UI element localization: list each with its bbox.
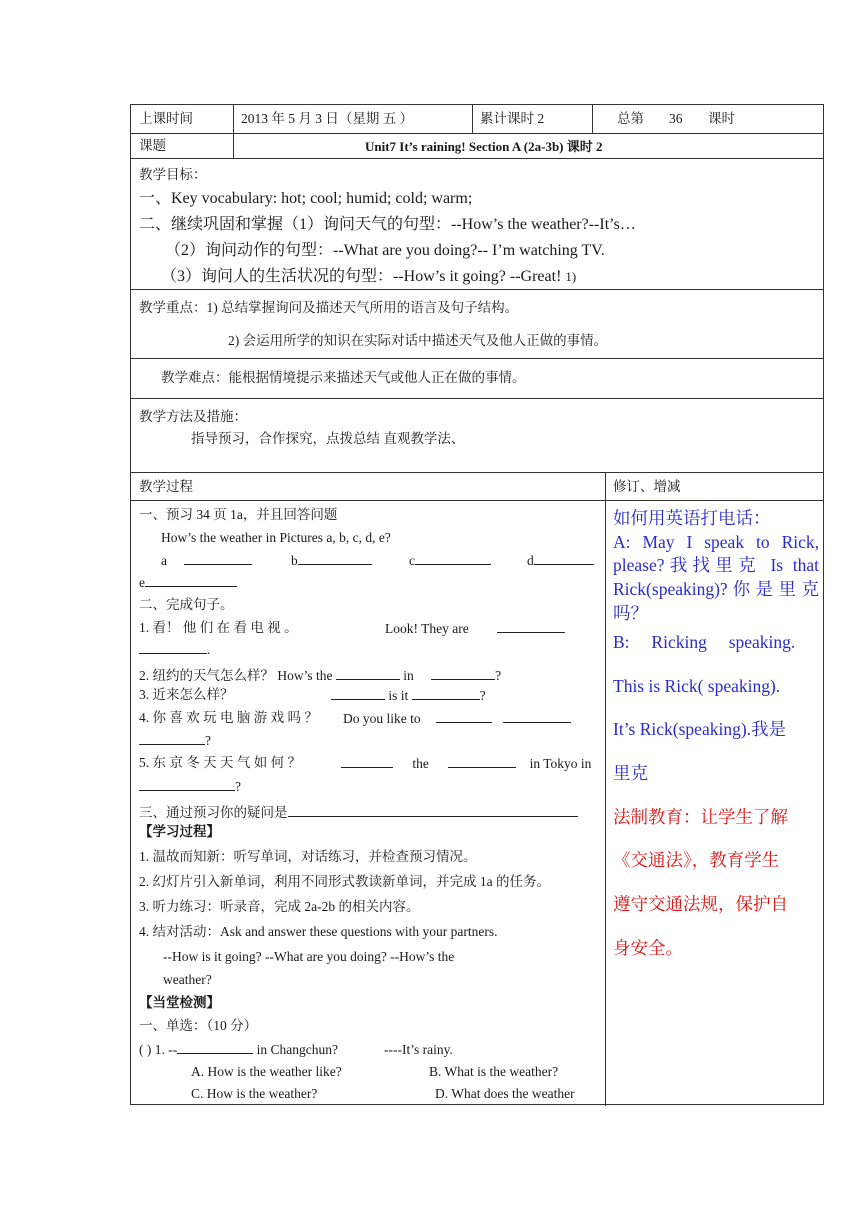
label-topic: 课题 bbox=[139, 138, 166, 153]
sentence-4-blank: ? bbox=[139, 732, 211, 749]
blank-a: a bbox=[161, 552, 252, 569]
header-row bbox=[131, 105, 823, 134]
difficulty-text: 教学难点：能根据情境提示来描述天气或他人正在做的事情。 bbox=[161, 370, 526, 385]
objective-line-3: （2）询问动作的句型：--What are you doing?-- I’m watching TV. bbox=[165, 242, 605, 259]
step-4-questions-cont: weather? bbox=[163, 972, 212, 987]
process-body-row bbox=[131, 501, 823, 1106]
sentence-1-en: Look! They are bbox=[385, 620, 565, 637]
class-date: 2013 年 5 月 3 日（星期 五 ） bbox=[241, 111, 414, 126]
total-suffix: 课时 bbox=[708, 111, 735, 126]
option-b: B. What is the weather? bbox=[429, 1064, 559, 1079]
option-a: A. How is the weather like? bbox=[191, 1064, 342, 1079]
question-1: ( ) 1. -- in Changchun? ----It’s rainy. bbox=[139, 1042, 453, 1057]
phone-example-a: A: May I speak to Rick, please?我找里克 Is that Rick(speaking)? 你 是 里 克吗？ bbox=[613, 531, 819, 623]
legal-education-1: 法制教育：让学生了解 bbox=[613, 806, 788, 827]
topic-title: Unit7 It’s raining! Section A (2a-3b) 课时 2 bbox=[365, 139, 603, 154]
objectives-row bbox=[131, 159, 823, 290]
legal-education-4: 身安全。 bbox=[613, 937, 683, 958]
process-header: 教学过程 bbox=[139, 479, 193, 494]
step-1: 1. 温故而知新：听写单词，对话练习，并检查预习情况。 bbox=[139, 849, 477, 864]
sentence-5-blank: ? bbox=[139, 778, 241, 795]
objectives-heading: 教学目标： bbox=[139, 167, 207, 182]
phone-example-b3: It’s Rick(speaking).我是 bbox=[613, 719, 787, 740]
methods-row bbox=[131, 399, 823, 473]
phone-heading: 如何用英语打电话： bbox=[613, 508, 771, 528]
legal-education-3: 遵守交通法规，保护自 bbox=[613, 893, 788, 914]
blank-d: d bbox=[527, 552, 594, 569]
learning-process-heading: 【学习过程】 bbox=[139, 824, 220, 839]
sentence-5-en: the in Tokyo in bbox=[341, 755, 591, 772]
step-2: 2. 幻灯片引入新单词，利用不同形式教读新单词，并完成 1a 的任务。 bbox=[139, 874, 550, 889]
process-header-row bbox=[131, 473, 823, 501]
option-d: D. What does the weather bbox=[435, 1086, 575, 1101]
difficulty-row bbox=[131, 359, 823, 399]
sentence-4-en: Do you like to bbox=[343, 710, 571, 727]
step-4-questions: --How is it going? --What are you doing? --How’s the bbox=[163, 949, 455, 964]
total-prefix: 总第 bbox=[617, 111, 644, 126]
cumulative-hours: 累计课时 2 bbox=[480, 111, 545, 126]
phone-example-b4: 里克 bbox=[613, 763, 648, 783]
methods-heading: 教学方法及措施： bbox=[139, 409, 247, 424]
option-c: C. How is the weather? bbox=[191, 1086, 318, 1101]
preview-question: How’s the weather in Pictures a, b, c, d, e? bbox=[161, 530, 391, 545]
revision-notes bbox=[613, 507, 819, 960]
topic-row bbox=[131, 134, 823, 159]
key-point-2: 2) 会运用所学的知识在实际对话中描述天气及他人正做的事情。 bbox=[228, 333, 608, 348]
sentence-1-blank: . bbox=[139, 641, 210, 658]
revision-header: 修订、增减 bbox=[613, 479, 681, 494]
sentence-3-en: is it ? bbox=[331, 687, 486, 704]
in-class-check-heading: 【当堂检测】 bbox=[139, 995, 220, 1010]
blank-e: e bbox=[139, 574, 237, 591]
total-number: 36 bbox=[669, 111, 683, 126]
methods-content: 指导预习，合作探究，点拨总结 直观教学法、 bbox=[191, 431, 465, 446]
objective-line-2: 二、继续巩固和掌握（1）询问天气的句型：--How’s the weather?--It’s… bbox=[139, 216, 636, 233]
sentence-1-cn: 1. 看！ 他 们 在 看 电 视 。 bbox=[139, 620, 298, 635]
blank-c: c bbox=[409, 552, 491, 569]
sentence-2: 2. 纽约的天气怎么样？ How’s the in ? bbox=[139, 668, 502, 683]
objective-line-4: （3）询问人的生活状况的句型：--How’s it going? --Great! 1) bbox=[161, 268, 577, 285]
preview-doubts: 三、通过预习你的疑问是 bbox=[139, 801, 578, 821]
key-points-row bbox=[131, 290, 823, 359]
sentence-5-cn: 5. 东 京 冬 天 天 气 如 何 ？ bbox=[139, 755, 301, 770]
step-3: 3. 听力练习：听录音，完成 2a-2b 的相关内容。 bbox=[139, 899, 420, 914]
key-point-1: 教学重点：1) 总结掌握询问及描述天气所用的语言及句子结构。 bbox=[139, 300, 519, 315]
step-4: 4. 结对活动：Ask and answer these questions with your partners. bbox=[139, 924, 498, 939]
label-class-time: 上课时间 bbox=[139, 111, 193, 126]
sentence-3-cn: 3. 近来怎么样？ bbox=[139, 687, 234, 702]
preview-task: 一、预习 34 页 1a，并且回答问题 bbox=[139, 507, 338, 522]
legal-education-2: 《交通法》，教育学生 bbox=[613, 850, 780, 871]
phone-example-b2: This is Rick( speaking). bbox=[613, 675, 781, 696]
lesson-plan-table bbox=[130, 104, 824, 1105]
complete-sentences-heading: 二、完成句子。 bbox=[139, 597, 234, 612]
phone-example-b: B: Ricking speaking. bbox=[613, 632, 796, 653]
objective-line-1: 一、Key vocabulary: hot; cool; humid; cold; warm; bbox=[139, 190, 473, 207]
blank-b: b bbox=[291, 552, 372, 569]
sentence-4-cn: 4. 你 喜 欢 玩 电 脑 游 戏 吗 ？ bbox=[139, 710, 318, 725]
single-choice-heading: 一、单选：（10 分） bbox=[139, 1018, 258, 1033]
